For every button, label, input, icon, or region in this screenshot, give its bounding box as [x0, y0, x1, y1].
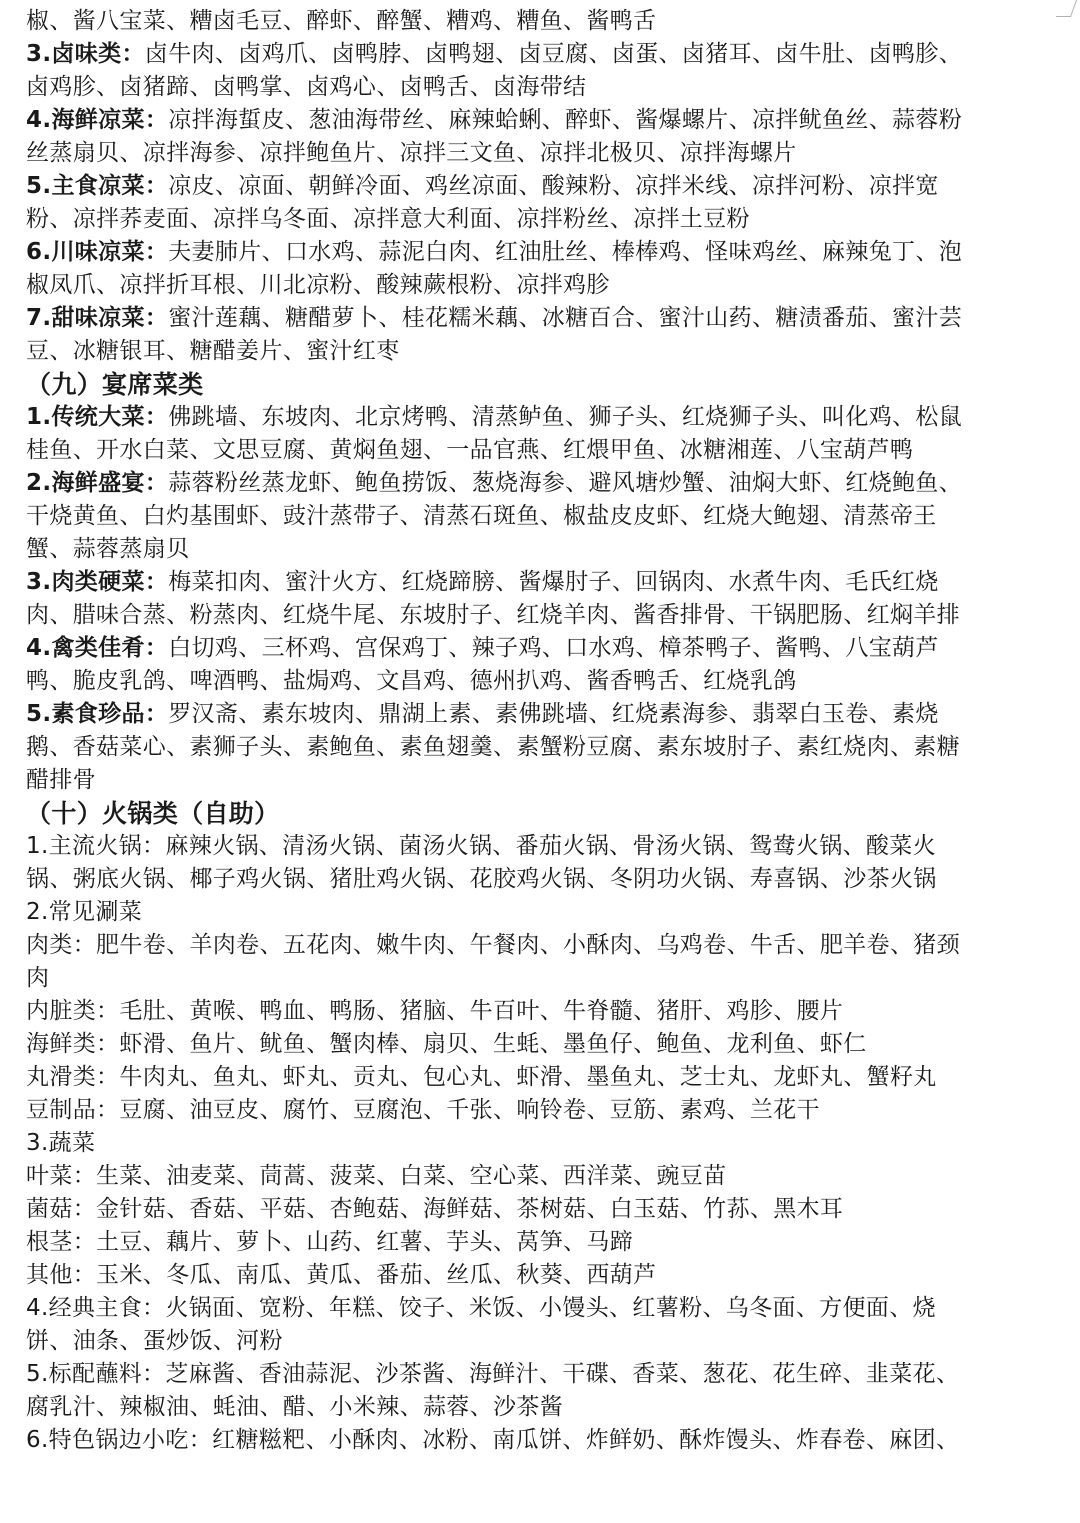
dish-list-text: 豆、冰糖银耳、糖醋姜片、蜜汁红枣 — [26, 338, 400, 364]
dish-list-text: 锅、粥底火锅、椰子鸡火锅、猪肚鸡火锅、花胶鸡火锅、冬阴功火锅、寿喜锅、沙茶火锅 — [26, 866, 937, 892]
text-line — [26, 995, 1056, 1028]
dish-list-text: 卤牛肉、卤鸡爪、卤鸭脖、卤鸭翅、卤豆腐、卤蛋、卤猪耳、卤牛肚、卤鸭胗、 — [144, 41, 963, 67]
text-line — [26, 302, 1056, 335]
text-line — [26, 1127, 1056, 1160]
category-label: 2.海鲜盛宴： — [26, 470, 169, 496]
dish-list-text: 鸭、脆皮乳鸽、啤酒鸭、盐焗鸡、文昌鸡、德州扒鸡、酱香鸭舌、红烧乳鸽 — [26, 668, 797, 694]
dish-list-text: 蒜蓉粉丝蒸龙虾、鲍鱼捞饭、葱烧海参、避风塘炒蟹、油焖大虾、红烧鲍鱼、 — [168, 470, 963, 496]
dish-list-text: 5.标配蘸料：芝麻酱、香油蒜泥、沙茶酱、海鲜汁、干碟、香菜、葱花、花生碎、韭菜花、 — [26, 1361, 960, 1387]
text-line — [26, 1292, 1056, 1325]
text-line — [26, 665, 1056, 698]
text-line — [26, 401, 1056, 434]
dish-list-text: 3.蔬菜 — [26, 1130, 96, 1156]
dish-list-text: 丸滑类：牛肉丸、鱼丸、虾丸、贡丸、包心丸、虾滑、墨鱼丸、芝士丸、龙虾丸、蟹籽丸 — [26, 1064, 937, 1090]
text-line — [26, 1424, 1056, 1457]
dish-list-text: 罗汉斋、素东坡肉、鼎湖上素、素佛跳墙、红烧素海参、翡翠白玉卷、素烧 — [168, 701, 939, 727]
dish-list-text: 鹅、香菇菜心、素狮子头、素鲍鱼、素鱼翅羹、素蟹粉豆腐、素东坡肘子、素红烧肉、素糖 — [26, 734, 960, 760]
category-label: 7.甜味凉菜： — [26, 305, 169, 331]
text-line — [26, 830, 1056, 863]
text-line — [26, 1259, 1056, 1292]
dish-list-text: 凉拌海蜇皮、葱油海带丝、麻辣蛤蜊、醉虾、酱爆螺片、凉拌鱿鱼丝、蒜蓉粉 — [168, 107, 963, 133]
section-heading: （十）火锅类（自助） — [26, 799, 280, 828]
text-line — [26, 71, 1056, 104]
text-line — [26, 1028, 1056, 1061]
dish-list-text: 饼、油条、蛋炒饭、河粉 — [26, 1328, 283, 1354]
text-line — [26, 137, 1056, 170]
text-line — [26, 599, 1056, 632]
text-line — [26, 731, 1056, 764]
category-label: 3.卤味类： — [26, 41, 145, 67]
text-line — [26, 5, 1056, 38]
text-line — [26, 1193, 1056, 1226]
text-line — [26, 929, 1056, 962]
dish-list-text: 4.经典主食：火锅面、宽粉、年糕、饺子、米饭、小馒头、红薯粉、乌冬面、方便面、烧 — [26, 1295, 936, 1321]
dish-list-text: 蜜汁莲藕、糖醋萝卜、桂花糯米藕、冰糖百合、蜜汁山药、糖渍番茄、蜜汁芸 — [168, 305, 963, 331]
dish-list-text: 其他：玉米、冬瓜、南瓜、黄瓜、番茄、丝瓜、秋葵、西葫芦 — [26, 1262, 657, 1288]
text-line — [26, 1391, 1056, 1424]
category-label: 4.海鲜凉菜： — [26, 107, 169, 133]
text-line — [26, 1325, 1056, 1358]
text-line — [26, 467, 1056, 500]
text-line — [26, 566, 1056, 599]
category-label: 6.川味凉菜： — [26, 239, 169, 265]
text-line — [26, 203, 1056, 236]
dish-list-text: 根茎：土豆、藕片、萝卜、山药、红薯、芋头、莴笋、马蹄 — [26, 1229, 634, 1255]
category-label: 4.禽类佳肴： — [26, 635, 169, 661]
text-line — [26, 1226, 1056, 1259]
dish-list-text: 蟹、蒜蓉蒸扇贝 — [26, 536, 190, 562]
text-line — [26, 1358, 1056, 1391]
text-line — [26, 764, 1056, 797]
text-line — [26, 38, 1056, 71]
dish-list-text: 2.常见涮菜 — [26, 899, 143, 925]
dish-list-text: 梅菜扣肉、蜜汁火方、红烧蹄膀、酱爆肘子、回锅肉、水煮牛肉、毛氏红烧 — [168, 569, 939, 595]
dish-list-text: 腐乳汁、辣椒油、蚝油、醋、小米辣、蒜蓉、沙茶酱 — [26, 1394, 564, 1420]
dish-list-text: 肉类：肥牛卷、羊肉卷、五花肉、嫩牛肉、午餐肉、小酥肉、乌鸡卷、牛舌、肥羊卷、猪颈 — [26, 932, 960, 958]
text-line — [26, 1061, 1056, 1094]
dish-list-text: 叶菜：生菜、油麦菜、茼蒿、菠菜、白菜、空心菜、西洋菜、豌豆苗 — [26, 1163, 727, 1189]
dish-list-text: 夫妻肺片、口水鸡、蒜泥白肉、红油肚丝、棒棒鸡、怪味鸡丝、麻辣兔丁、泡 — [168, 239, 963, 265]
dish-list-text: 桂鱼、开水白菜、文思豆腐、黄焖鱼翅、一品官燕、红煨甲鱼、冰糖湘莲、八宝葫芦鸭 — [26, 437, 914, 463]
dish-list-text: 肉、腊味合蒸、粉蒸肉、红烧牛尾、东坡肘子、红烧羊肉、酱香排骨、干锅肥肠、红焖羊排 — [26, 602, 960, 628]
dish-list-text: 椒、酱八宝菜、糟卤毛豆、醉虾、醉蟹、糟鸡、糟鱼、酱鸭舌 — [26, 8, 657, 34]
text-line — [26, 104, 1056, 137]
category-label: 5.素食珍品： — [26, 701, 169, 727]
dish-list-text: 干烧黄鱼、白灼基围虾、豉汁蒸带子、清蒸石斑鱼、椒盐皮皮虾、红烧大鲍翅、清蒸帝王 — [26, 503, 937, 529]
dish-list-text: 佛跳墙、东坡肉、北京烤鸭、清蒸鲈鱼、狮子头、红烧狮子头、叫化鸡、松鼠 — [168, 404, 963, 430]
text-line — [26, 434, 1056, 467]
text-line — [26, 632, 1056, 665]
text-line — [26, 335, 1056, 368]
dish-list-text: 内脏类：毛肚、黄喉、鸭血、鸭肠、猪脑、牛百叶、牛脊髓、猪肝、鸡胗、腰片 — [26, 998, 844, 1024]
category-label: 5.主食凉菜： — [26, 173, 169, 199]
text-line — [26, 269, 1056, 302]
category-label: 3.肉类硬菜： — [26, 569, 169, 595]
dish-list-text: 豆制品：豆腐、油豆皮、腐竹、豆腐泡、千张、响铃卷、豆筋、素鸡、兰花干 — [26, 1097, 820, 1123]
text-line — [26, 962, 1056, 995]
dish-list-text: 1.主流火锅：麻辣火锅、清汤火锅、菌汤火锅、番茄火锅、骨汤火锅、鸳鸯火锅、酸菜火 — [26, 833, 936, 859]
dish-list-text: 肉 — [26, 965, 50, 991]
dish-list-text: 卤鸡胗、卤猪蹄、卤鸭掌、卤鸡心、卤鸭舌、卤海带结 — [26, 74, 587, 100]
text-line — [26, 863, 1056, 896]
document-body — [26, 5, 1056, 1457]
text-line — [26, 1160, 1056, 1193]
dish-list-text: 菌菇：金针菇、香菇、平菇、杏鲍菇、海鲜菇、茶树菇、白玉菇、竹荪、黑木耳 — [26, 1196, 844, 1222]
text-line — [26, 170, 1056, 203]
text-line — [26, 1094, 1056, 1127]
dish-list-text: 醋排骨 — [26, 767, 97, 793]
text-line — [26, 698, 1056, 731]
dish-list-text: 白切鸡、三杯鸡、宫保鸡丁、辣子鸡、口水鸡、樟茶鸭子、酱鸭、八宝葫芦 — [168, 635, 939, 661]
dish-list-text: 凉皮、凉面、朝鲜冷面、鸡丝凉面、酸辣粉、凉拌米线、凉拌河粉、凉拌宽 — [168, 173, 939, 199]
text-line — [26, 500, 1056, 533]
section-heading: （九）宴席菜类 — [26, 370, 204, 399]
text-line — [26, 236, 1056, 269]
page-corner-icon — [1056, 0, 1077, 17]
category-label: 1.传统大菜： — [26, 404, 169, 430]
dish-list-text: 海鲜类：虾滑、鱼片、鱿鱼、蟹肉棒、扇贝、生蚝、墨鱼仔、鲍鱼、龙利鱼、虾仁 — [26, 1031, 867, 1057]
dish-list-text: 6.特色锅边小吃：红糖糍粑、小酥肉、冰粉、南瓜饼、炸鲜奶、酥炸馒头、炸春卷、麻团、 — [26, 1427, 960, 1453]
dish-list-text: 丝蒸扇贝、凉拌海参、凉拌鲍鱼片、凉拌三文鱼、凉拌北极贝、凉拌海螺片 — [26, 140, 797, 166]
dish-list-text: 粉、凉拌荞麦面、凉拌乌冬面、凉拌意大利面、凉拌粉丝、凉拌土豆粉 — [26, 206, 750, 232]
text-line — [26, 533, 1056, 566]
dish-list-text: 椒凤爪、凉拌折耳根、川北凉粉、酸辣蕨根粉、凉拌鸡胗 — [26, 272, 610, 298]
text-line — [26, 896, 1056, 929]
